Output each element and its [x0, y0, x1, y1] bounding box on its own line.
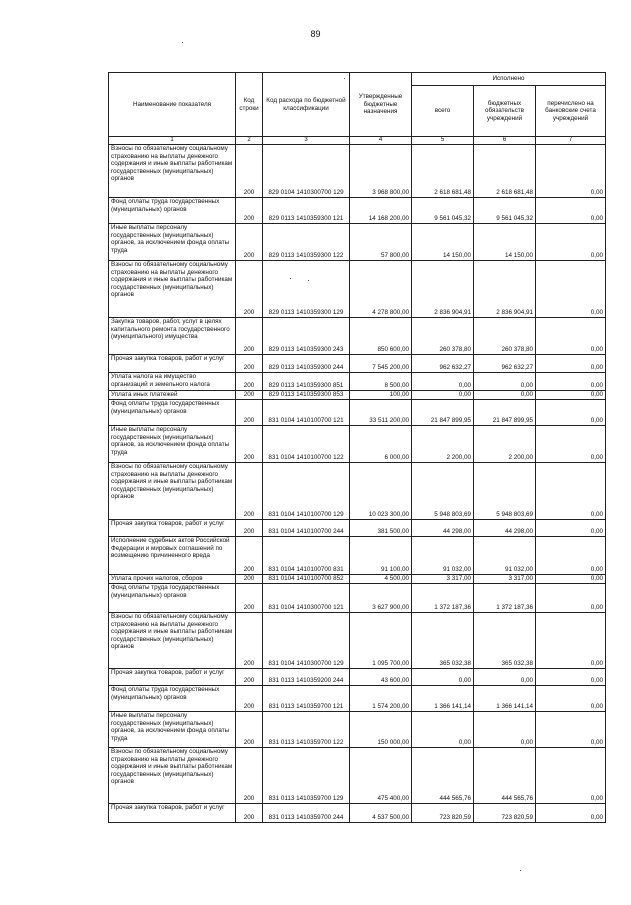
approved-cell: 33 511 200,00 — [350, 400, 412, 426]
line-code-cell: 200 — [236, 391, 263, 400]
table-row — [109, 426, 606, 463]
budget-code-cell: 829 0113 1410359300 129 — [263, 261, 350, 318]
budget-obligations-cell: 723 820,59 — [474, 804, 536, 823]
indicator-name-cell: Взносы по обязательному социальному страхованию на выплаты денежного содержания и иные выплаты работникам государственных (муниципальных) органов — [109, 145, 236, 198]
budget-obligations-cell: 2 618 681,48 — [474, 145, 536, 198]
budget-obligations-cell: 2 200,00 — [474, 426, 536, 463]
approved-cell: 14 168 200,00 — [350, 198, 412, 224]
line-code-cell: 200 — [236, 669, 263, 686]
executed-total-cell: 260 378,80 — [412, 318, 474, 355]
budget-code-cell: 831 0104 1410100700 122 — [263, 426, 350, 463]
header-line-code: Код строки — [236, 73, 263, 137]
approved-cell: 7 545 200,00 — [350, 355, 412, 373]
approved-cell: 4 537 500,00 — [350, 804, 412, 823]
line-code-cell: 200 — [236, 686, 263, 712]
executed-total-cell: 0,00 — [412, 373, 474, 391]
indicator-name-cell: Взносы по обязательному социальному страхованию на выплаты денежного содержания и иные выплаты работникам государственных (муниципальных) органов — [109, 613, 236, 669]
budget-obligations-cell: 21 847 899,95 — [474, 400, 536, 426]
executed-total-cell: 91 032,00 — [412, 537, 474, 575]
budget-code-cell: 831 0104 1410100700 121 — [263, 400, 350, 426]
executed-total-cell: 44 298,00 — [412, 520, 474, 537]
executed-total-cell: 5 948 803,69 — [412, 463, 474, 520]
line-code-cell: 200 — [236, 355, 263, 373]
header-budget-classification-code: Код расхода по бюджетной классификации — [263, 73, 350, 137]
bank-accounts-cell: 0,00 — [536, 584, 606, 613]
indicator-name-cell: Исполнение судебных актов Российской Федерации и мировых соглашений по возмещению причиненного вреда — [109, 537, 236, 575]
indicator-name-cell: Прочая закупка товаров, работ и услуг — [109, 669, 236, 686]
line-code-cell: 200 — [236, 198, 263, 224]
approved-cell: 10 023 300,00 — [350, 463, 412, 520]
executed-total-cell: 444 565,76 — [412, 748, 474, 804]
budget-code-cell: 829 0113 1410359300 121 — [263, 198, 350, 224]
table-row — [109, 373, 606, 391]
budget-code-cell: 829 0113 1410359300 851 — [263, 373, 350, 391]
approved-cell: 3 968 800,00 — [350, 145, 412, 198]
indicator-name-cell: Иные выплаты персоналу государственных (муниципальных) органов, за исключением фонда оплаты труда — [109, 426, 236, 463]
approved-cell: 1 574 200,00 — [350, 686, 412, 712]
page-number: 89 — [310, 29, 321, 39]
table-row — [109, 145, 606, 198]
bank-accounts-cell: 0,00 — [536, 463, 606, 520]
budget-obligations-cell: 44 298,00 — [474, 520, 536, 537]
header-executed: Исполнено — [412, 73, 606, 86]
column-number: 2 — [236, 137, 263, 145]
bank-accounts-cell: 0,00 — [536, 145, 606, 198]
bank-accounts-cell: 0,00 — [536, 391, 606, 400]
indicator-name-cell: Уплата иных платежей — [109, 391, 236, 400]
budget-obligations-cell: 444 565,76 — [474, 748, 536, 804]
table-row — [109, 224, 606, 261]
table-row — [109, 686, 606, 712]
executed-total-cell: 9 561 045,32 — [412, 198, 474, 224]
budget-code-cell: 831 0113 1410359200 244 — [263, 669, 350, 686]
executed-total-cell: 0,00 — [412, 712, 474, 748]
table-row — [109, 318, 606, 355]
approved-cell: 475 400,00 — [350, 748, 412, 804]
approved-cell: 3 627 900,00 — [350, 584, 412, 613]
budget-obligations-cell: 9 561 045,32 — [474, 198, 536, 224]
bank-accounts-cell: 0,00 — [536, 537, 606, 575]
scan-speck — [520, 870, 521, 871]
bank-accounts-cell: 0,00 — [536, 575, 606, 584]
table-row — [109, 537, 606, 575]
approved-cell: 381 500,00 — [350, 520, 412, 537]
indicator-name-cell: Взносы по обязательному социальному страхованию на выплаты денежного содержания и иные выплаты работникам государственных (муниципальных) органов — [109, 748, 236, 804]
column-number: 4 — [350, 137, 412, 145]
table-row — [109, 712, 606, 748]
line-code-cell: 200 — [236, 463, 263, 520]
budget-obligations-cell: 2 836 904,91 — [474, 261, 536, 318]
line-code-cell: 200 — [236, 426, 263, 463]
bank-accounts-cell: 0,00 — [536, 712, 606, 748]
header-indicator-name: Наименование показателя — [109, 73, 236, 137]
bank-accounts-cell: 0,00 — [536, 373, 606, 391]
line-code-cell: 200 — [236, 224, 263, 261]
budget-obligations-cell: 0,00 — [474, 391, 536, 400]
executed-total-cell: 2 618 681,48 — [412, 145, 474, 198]
line-code-cell: 200 — [236, 373, 263, 391]
indicator-name-cell: Фонд оплаты труда государственных (муниципальных) органов — [109, 400, 236, 426]
line-code-cell: 200 — [236, 584, 263, 613]
budget-obligations-cell: 365 032,38 — [474, 613, 536, 669]
budget-code-cell: 831 0113 1410359700 244 — [263, 804, 350, 823]
bank-accounts-cell: 0,00 — [536, 318, 606, 355]
bank-accounts-cell: 0,00 — [536, 261, 606, 318]
scan-speck — [290, 278, 291, 279]
budget-obligations-cell: 91 032,00 — [474, 537, 536, 575]
approved-cell: 1 095 700,00 — [350, 613, 412, 669]
budget-obligations-cell: 1 366 141,14 — [474, 686, 536, 712]
budget-obligations-cell: 0,00 — [474, 712, 536, 748]
executed-total-cell: 3 317,00 — [412, 575, 474, 584]
table-row — [109, 400, 606, 426]
indicator-name-cell: Фонд оплаты труда государственных (муниципальных) органов — [109, 198, 236, 224]
executed-total-cell: 2 836 904,91 — [412, 261, 474, 318]
budget-code-cell: 829 0113 1410359300 853 — [263, 391, 350, 400]
approved-cell: 6 000,00 — [350, 426, 412, 463]
header-executed-total: всего — [412, 86, 474, 137]
bank-accounts-cell: 0,00 — [536, 669, 606, 686]
budget-code-cell: 829 0113 1410359300 243 — [263, 318, 350, 355]
table-row — [109, 391, 606, 400]
indicator-name-cell: Прочая закупка товаров, работ и услуг — [109, 804, 236, 823]
bank-accounts-cell: 0,00 — [536, 198, 606, 224]
bank-accounts-cell: 0,00 — [536, 355, 606, 373]
column-number: 5 — [412, 137, 474, 145]
indicator-name-cell: Фонд оплаты труда государственных (муниципальных) органов — [109, 584, 236, 613]
budget-obligations-cell: 5 948 803,69 — [474, 463, 536, 520]
column-number: 7 — [536, 137, 606, 145]
line-code-cell: 200 — [236, 261, 263, 318]
budget-execution-table — [108, 72, 606, 823]
budget-obligations-cell: 0,00 — [474, 373, 536, 391]
column-number: 3 — [263, 137, 350, 145]
line-code-cell: 200 — [236, 537, 263, 575]
indicator-name-cell: Взносы по обязательному социальному страхованию на выплаты денежного содержания и иные выплаты работникам государственных (муниципальных) органов — [109, 463, 236, 520]
approved-cell: 4 500,00 — [350, 575, 412, 584]
bank-accounts-cell: 0,00 — [536, 224, 606, 261]
scan-speck — [308, 280, 309, 281]
column-number: 6 — [474, 137, 536, 145]
table-row — [109, 520, 606, 537]
column-number-row — [109, 137, 606, 145]
budget-obligations-cell: 3 317,00 — [474, 575, 536, 584]
bank-accounts-cell: 0,00 — [536, 613, 606, 669]
header-budget-obligations: бюджетных обязательств учреждений — [474, 86, 536, 137]
executed-total-cell: 962 632,27 — [412, 355, 474, 373]
table-row — [109, 804, 606, 823]
bank-accounts-cell: 0,00 — [536, 426, 606, 463]
executed-total-cell: 365 032,38 — [412, 613, 474, 669]
budget-obligations-cell: 14 150,00 — [474, 224, 536, 261]
line-code-cell: 200 — [236, 575, 263, 584]
executed-total-cell: 1 366 141,14 — [412, 686, 474, 712]
bank-accounts-cell: 0,00 — [536, 748, 606, 804]
line-code-cell: 200 — [236, 804, 263, 823]
executed-total-cell: 1 372 187,36 — [412, 584, 474, 613]
approved-cell: 91 100,00 — [350, 537, 412, 575]
table-row — [109, 669, 606, 686]
line-code-cell: 200 — [236, 748, 263, 804]
table-row — [109, 355, 606, 373]
bank-accounts-cell: 0,00 — [536, 400, 606, 426]
budget-code-cell: 831 0104 1410300700 121 — [263, 584, 350, 613]
column-number: 1 — [109, 137, 236, 145]
executed-total-cell: 14 150,00 — [412, 224, 474, 261]
line-code-cell: 200 — [236, 520, 263, 537]
budget-code-cell: 831 0104 1410100700 831 — [263, 537, 350, 575]
table-row — [109, 613, 606, 669]
line-code-cell: 200 — [236, 318, 263, 355]
line-code-cell: 200 — [236, 145, 263, 198]
table-row — [109, 748, 606, 804]
executed-total-cell: 2 200,00 — [412, 426, 474, 463]
executed-total-cell: 21 847 899,95 — [412, 400, 474, 426]
budget-obligations-cell: 1 372 187,36 — [474, 584, 536, 613]
scan-speck — [344, 78, 345, 79]
indicator-name-cell: Прочая закупка товаров, работ и услуг — [109, 520, 236, 537]
line-code-cell: 200 — [236, 613, 263, 669]
budget-code-cell: 831 0104 1410300700 129 — [263, 613, 350, 669]
approved-cell: 850 600,00 — [350, 318, 412, 355]
budget-code-cell: 829 0104 1410300700 129 — [263, 145, 350, 198]
table-row — [109, 198, 606, 224]
bank-accounts-cell: 0,00 — [536, 804, 606, 823]
header-approved-appropriations: Утвержденные бюджетные назначения — [350, 73, 412, 137]
approved-cell: 100,00 — [350, 391, 412, 400]
budget-code-cell: 831 0113 1410359700 122 — [263, 712, 350, 748]
indicator-name-cell: Взносы по обязательному социальному страхованию на выплаты денежного содержания и иные выплаты работникам государственных (муниципальных) органов — [109, 261, 236, 318]
budget-obligations-cell: 260 378,80 — [474, 318, 536, 355]
table-row — [109, 261, 606, 318]
indicator-name-cell: Фонд оплаты труда государственных (муниципальных) органов — [109, 686, 236, 712]
indicator-name-cell: Уплата налога на имущество организаций и земельного налога — [109, 373, 236, 391]
budget-code-cell: 831 0113 1410359700 121 — [263, 686, 350, 712]
approved-cell: 57 800,00 — [350, 224, 412, 261]
approved-cell: 43 600,00 — [350, 669, 412, 686]
budget-code-cell: 831 0104 1410100700 129 — [263, 463, 350, 520]
line-code-cell: 200 — [236, 400, 263, 426]
bank-accounts-cell: 0,00 — [536, 520, 606, 537]
budget-code-cell: 831 0104 1410100700 852 — [263, 575, 350, 584]
header-bank-accounts: перечислено на банковские счета учреждений — [536, 86, 606, 137]
budget-code-cell: 829 0113 1410359300 122 — [263, 224, 350, 261]
executed-total-cell: 0,00 — [412, 669, 474, 686]
indicator-name-cell: Закупка товаров, работ, услуг в целях капитального ремонта государственного (муниципального) имущества — [109, 318, 236, 355]
approved-cell: 8 500,00 — [350, 373, 412, 391]
table-row — [109, 584, 606, 613]
executed-total-cell: 723 820,59 — [412, 804, 474, 823]
indicator-name-cell: Уплата прочих налогов, сборов — [109, 575, 236, 584]
budget-code-cell: 831 0104 1410100700 244 — [263, 520, 350, 537]
budget-obligations-cell: 0,00 — [474, 669, 536, 686]
approved-cell: 150 000,00 — [350, 712, 412, 748]
bank-accounts-cell: 0,00 — [536, 686, 606, 712]
indicator-name-cell: Иные выплаты персоналу государственных (муниципальных) органов, за исключением фонда оплаты труда — [109, 712, 236, 748]
executed-total-cell: 0,00 — [412, 391, 474, 400]
line-code-cell: 200 — [236, 712, 263, 748]
budget-obligations-cell: 962 632,27 — [474, 355, 536, 373]
scan-speck — [182, 42, 183, 43]
budget-code-cell: 829 0113 1410359300 244 — [263, 355, 350, 373]
table-row — [109, 463, 606, 520]
indicator-name-cell: Прочая закупка товаров, работ и услуг — [109, 355, 236, 373]
budget-code-cell: 831 0113 1410359700 129 — [263, 748, 350, 804]
table-row — [109, 575, 606, 584]
approved-cell: 4 278 800,00 — [350, 261, 412, 318]
indicator-name-cell: Иные выплаты персоналу государственных (муниципальных) органов, за исключением фонда оплаты труда — [109, 224, 236, 261]
